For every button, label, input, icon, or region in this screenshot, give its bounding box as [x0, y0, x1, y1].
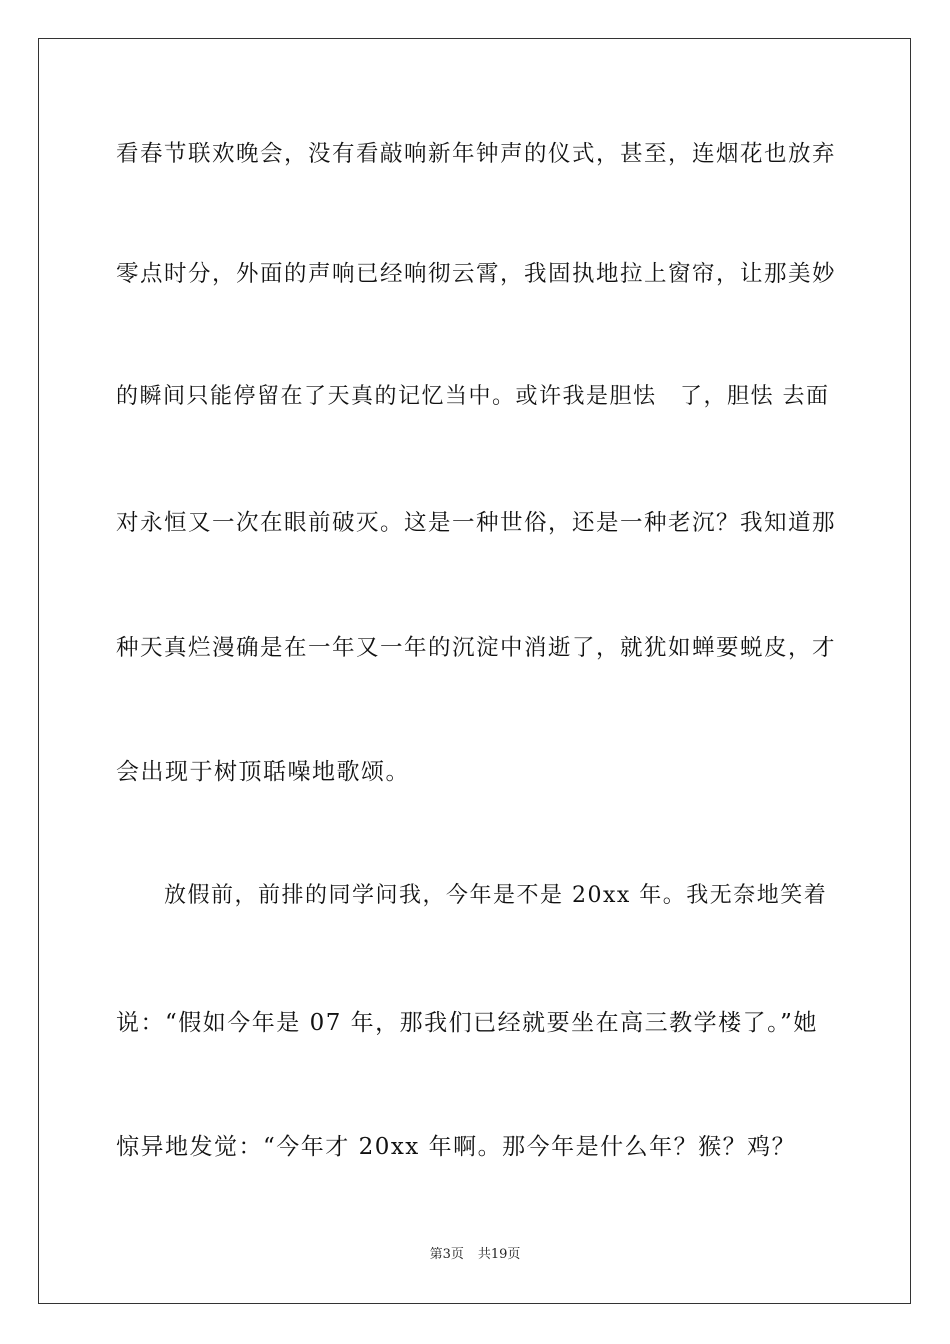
- paragraph-line: 说：“假如今年是 07 年，那我们已经就要坐在高三教学楼了。”她: [116, 1010, 818, 1036]
- paragraph-line: 零点时分，外面的声响已经响彻云霄，我固执地拉上窗帘，让那美妙: [116, 261, 837, 287]
- paragraph-line: 看春节联欢晚会，没有看敲响新年钟声的仪式，甚至，连烟花也放弃: [116, 141, 837, 167]
- paragraph-line: 会出现于树顶聒噪地歌颂。: [116, 759, 410, 785]
- page-footer: [0, 1246, 950, 1264]
- page-number: 第3页: [429, 1247, 464, 1262]
- page-border: [38, 38, 911, 1304]
- paragraph-line: 种天真烂漫确是在一年又一年的沉淀中消逝了，就犹如蝉要蜕皮，才: [116, 635, 837, 661]
- paragraph-line: 对永恒又一次在眼前破灭。这是一种世俗，还是一种老沉？我知道那: [116, 510, 837, 536]
- paragraph-line: 惊异地发觉：“今年才 20xx 年啊。那今年是什么年？猴？鸡？: [116, 1134, 797, 1160]
- page-total: 共19页: [477, 1247, 521, 1262]
- paragraph-line: 的瞬间只能停留在了天真的记忆当中。或许我是胆怯 了，胆怯 去面: [116, 384, 830, 409]
- paragraph-line: 放假前，前排的同学问我，今年是不是 20xx 年。我无奈地笑着: [164, 883, 828, 908]
